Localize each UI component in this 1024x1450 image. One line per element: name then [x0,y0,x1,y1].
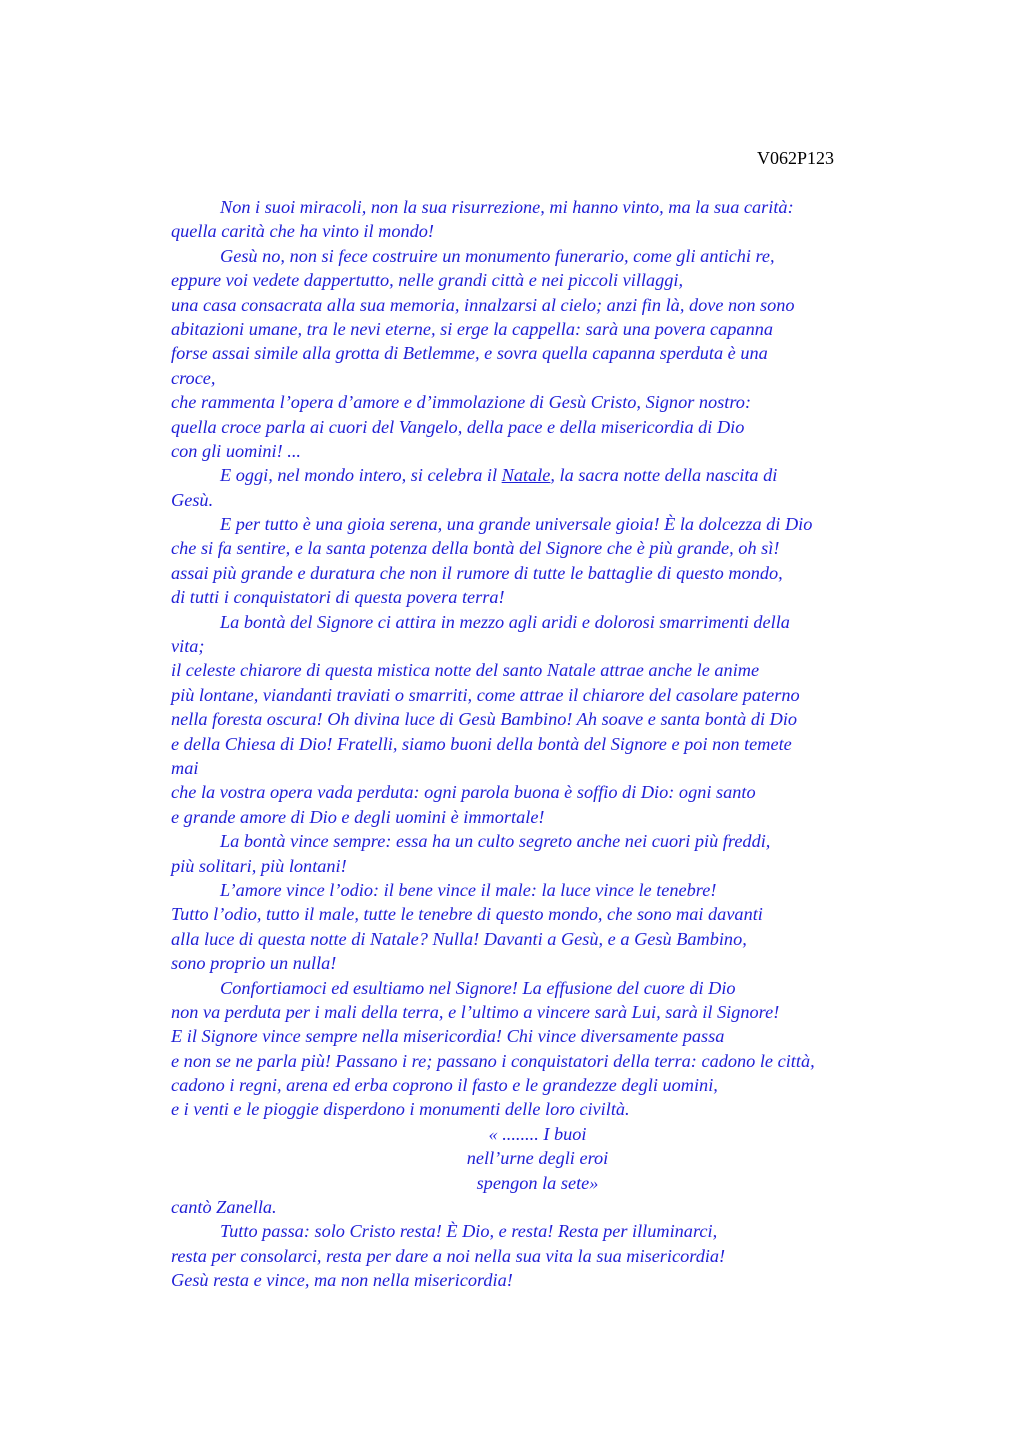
text-line [171,658,904,682]
text-line [171,366,904,390]
text-line [171,1097,904,1121]
text-line [171,951,904,975]
text-line-content: nell’urne degli eroi [466,1148,609,1169]
body-text [171,195,904,1293]
text-line-content: cantò Zanella. [171,1197,277,1218]
text-line [171,244,904,268]
text-line-content: E il Signore vince sempre nella misericordia! Chi vince diversamente passa [171,1026,725,1047]
text-line-content: non va perduta per i mali della terra, e l’ultimo a vincere sarà Lui, sarà il Signore! [171,1001,780,1022]
text-line-content: Gesù resta e vince, ma non nella misericordia! [171,1270,513,1291]
text-line-content: Non i suoi miracoli, non la sua risurrezione, mi hanno vinto, ma la sua carità: [220,197,794,217]
text-line-content: croce, [171,367,216,388]
text-line [171,195,904,219]
text-line-content: La bontà del Signore ci attira in mezzo agli aridi e dolorosi smarrimenti della [220,611,790,632]
text-line [171,219,904,243]
text-line [171,390,904,414]
text-line-content: una casa consacrata alla sua memoria, innalzarsi al cielo; anzi fin là, dove non sono [171,294,795,315]
text-line-content: e grande amore di Dio e degli uomini è immortale! [171,806,545,827]
text-line [171,829,904,853]
text-line [171,1195,904,1219]
text-line-content: Gesù. [171,489,214,510]
text-line [171,536,904,560]
text-line [171,1000,904,1024]
text-line-content: il celeste chiarore di questa mistica notte del santo Natale attrae anche le anime [171,660,760,681]
text-line-content: di tutti i conquistatori di questa povera terra! [171,587,505,608]
text-line [171,707,904,731]
text-line [171,341,904,365]
text-line [171,902,904,926]
text-line-content: E oggi, nel mondo intero, si celebra il [220,465,502,486]
text-line [171,317,904,341]
text-line [171,1244,904,1268]
text-line [171,756,904,780]
text-line [171,585,904,609]
text-line-content: Gesù no, non si fece costruire un monumento funerario, come gli antichi re, [220,245,775,266]
text-line-content: forse assai simile alla grotta di Betlemme, e sovra quella capanna sperduta è una [171,343,768,364]
text-line [171,463,904,487]
text-line-content: e non se ne parla più! Passano i re; passano i conquistatori della terra: cadono le città, [171,1050,815,1071]
text-line-content: e della Chiesa di Dio! Fratelli, siamo buoni della bontà del Signore e poi non temete [171,733,792,754]
text-line [171,1049,904,1073]
text-line [171,927,904,951]
text-line-content: Tutto passa: solo Cristo resta! È Dio, e resta! Resta per illuminarci, [220,1221,718,1242]
text-line-content: spengon la sete» [476,1172,599,1193]
text-line-content: più lontane, viandanti traviati o smarriti, come attrae il chiarore del casolare paterno [171,684,800,705]
text-line-content: sono proprio un nulla! [171,953,337,974]
text-line-content: E per tutto è una gioia serena, una grande universale gioia! È la dolcezza di Dio [220,514,813,535]
page-code: V062P123 [757,148,835,168]
text-line-content: eppure voi vedete dappertutto, nelle grandi città e nei piccoli villaggi, [171,270,684,291]
text-line [171,1268,904,1292]
text-line-content: più solitari, più lontani! [171,855,347,876]
text-line-content: quella carità che ha vinto il mondo! [171,221,434,242]
text-line-content: Tutto l’odio, tutto il male, tutte le tenebre di questo mondo, che sono mai davanti [171,904,763,925]
text-line-content: che si fa sentire, e la santa potenza della bontà del Signore che è più grande, oh sì! [171,538,780,559]
text-line-content: e i venti e le pioggie disperdono i monumenti delle loro civiltà. [171,1099,630,1120]
text-line [171,634,904,658]
text-line-content: con gli uomini! ... [171,440,301,461]
natale-link[interactable]: Natale [501,465,551,486]
text-line-content: La bontà vince sempre: essa ha un culto segreto anche nei cuori più freddi, [220,831,771,852]
text-line [171,683,904,707]
text-line-content: Confortiamoci ed esultiamo nel Signore! La effusione del cuore di Dio [220,977,736,998]
text-line-content: nella foresta oscura! Oh divina luce di Gesù Bambino! Ah soave e santa bontà di Dio [171,709,798,730]
text-line [171,805,904,829]
text-line [171,854,904,878]
text-line-content: L’amore vince l’odio: il bene vince il male: la luce vince le tenebre! [220,879,717,900]
text-line-content: cadono i regni, arena ed erba coprono il fasto e le grandezze degli uomini, [171,1075,718,1096]
text-line [171,561,904,585]
text-line [171,512,904,536]
text-line-continuation: , la sacra notte della nascita di [550,465,778,486]
text-line [171,1024,904,1048]
text-line-content: mai [171,757,199,778]
text-line [171,293,904,317]
text-line [171,976,904,1000]
text-line [171,488,904,512]
text-line [171,780,904,804]
text-line [171,1122,904,1146]
text-line [171,1146,904,1170]
text-line [171,1171,904,1195]
text-line-content: quella croce parla ai cuori del Vangelo, della pace e della misericordia di Dio [171,416,745,437]
text-line [171,1073,904,1097]
text-line [171,439,904,463]
text-line-content: assai più grande e duratura che non il rumore di tutte le battaglie di questo mondo, [171,562,783,583]
text-line [171,878,904,902]
text-line-content: alla luce di questa notte di Natale? Nulla! Davanti a Gesù, e a Gesù Bambino, [171,928,747,949]
text-line [171,732,904,756]
text-line [171,1219,904,1243]
text-line-content: resta per consolarci, resta per dare a noi nella sua vita la sua misericordia! [171,1245,726,1266]
text-line-content: che rammenta l’opera d’amore e d’immolazione di Gesù Cristo, Signor nostro: [171,392,752,413]
text-line [171,610,904,634]
text-line [171,415,904,439]
text-line-content: abitazioni umane, tra le nevi eterne, si erge la cappella: sarà una povera capanna [171,318,773,339]
text-line-content: vita; [171,636,205,657]
text-line-content: « ........ I buoi [488,1123,587,1144]
text-line [171,268,904,292]
text-line-content: che la vostra opera vada perduta: ogni parola buona è soffio di Dio: ogni santo [171,782,756,803]
